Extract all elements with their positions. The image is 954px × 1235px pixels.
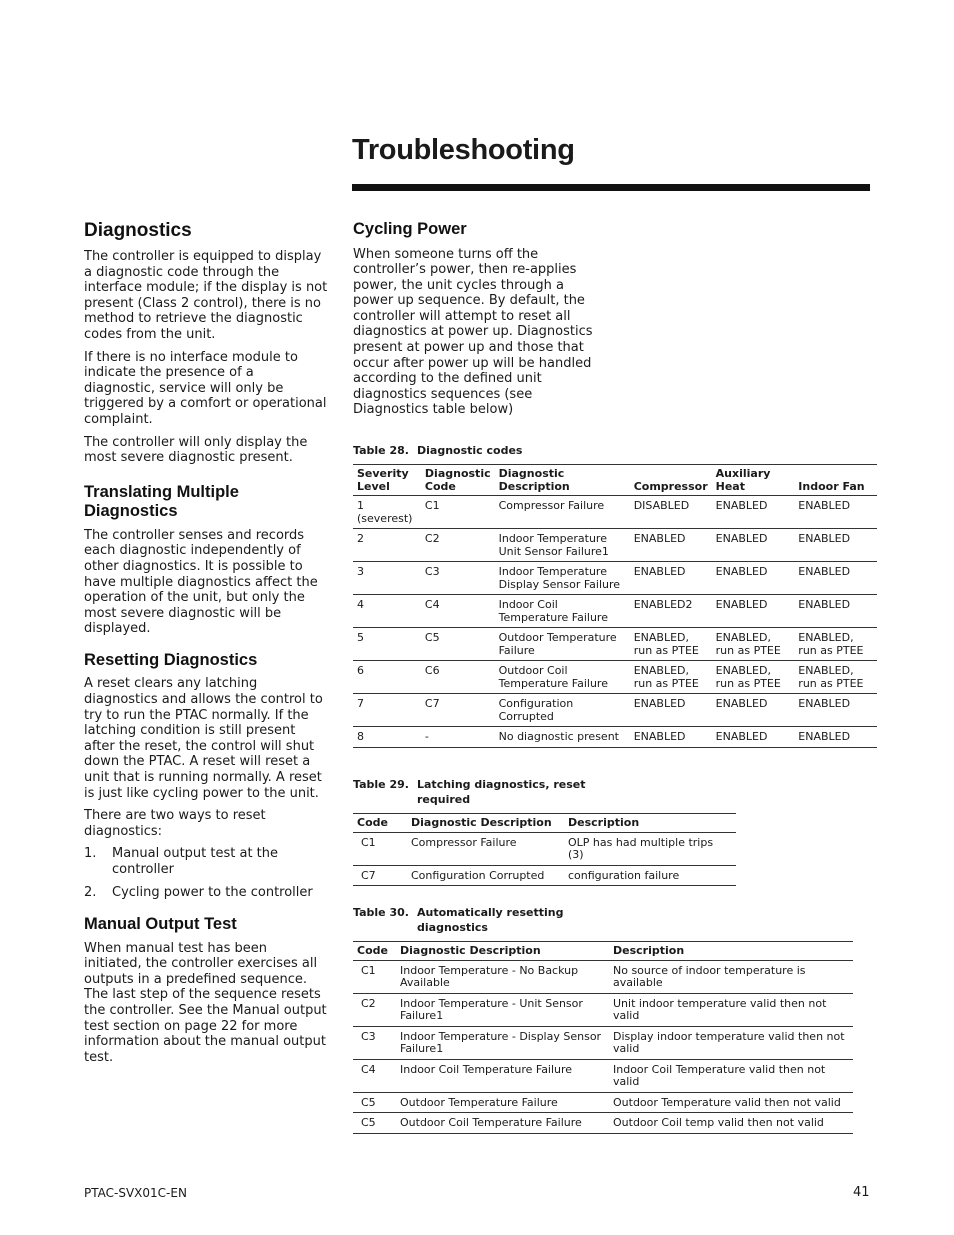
column-header: Diagnostic Description [411, 816, 552, 829]
table-cell: ENABLED [633, 565, 686, 578]
cycling-power-heading: Cycling Power [353, 220, 467, 238]
table-header-row [353, 465, 877, 496]
reset-step [84, 885, 328, 901]
table-cell: No source of indoor temperature is available [613, 963, 806, 989]
column-header: Severity Level [357, 467, 409, 493]
table-cell: Indoor Coil Temperature Failure [498, 598, 608, 624]
table-cell: Indoor Temperature - Display Sensor Failure1 [400, 1029, 602, 1055]
table-cell: ENABLED [633, 532, 686, 545]
table-row [353, 628, 877, 661]
table-cell: configuration failure [568, 868, 680, 882]
page-title: Troubleshooting [352, 134, 575, 166]
table-row [353, 865, 736, 886]
table-cell: C2 [361, 996, 376, 1010]
column-header: Description [568, 816, 640, 829]
table-30-caption [353, 905, 563, 935]
translating-heading: Translating Multiple Diagnostics [84, 482, 239, 521]
table-cell: ENABLED, run as PTEE [798, 664, 864, 690]
diagnostics-paragraph-3: The controller will only display the most severe diagnostic present. [84, 434, 308, 466]
column-header: Indoor Fan [798, 479, 865, 493]
table-cell: C1 [361, 963, 376, 977]
table-cell: Display indoor temperature valid then not valid [613, 1029, 845, 1055]
left-column [84, 220, 328, 1065]
diagnostic-codes-table [353, 464, 877, 748]
column-header: Diagnostic Code [424, 467, 491, 493]
table-cell: 4 [357, 598, 364, 611]
table-cell: C5 [361, 1095, 376, 1109]
table-cell: C7 [424, 697, 440, 710]
resetting-paragraph-2: There are two ways to reset diagnostics: [84, 808, 266, 839]
table-header-row [353, 942, 853, 961]
table-cell: ENABLED [633, 697, 686, 710]
table-title-cont: required [417, 793, 471, 806]
table-cell: Outdoor Coil Temperature Failure [400, 1116, 582, 1129]
table-cell: 3 [357, 565, 364, 578]
table-cell: Indoor Temperature - No Backup Available [400, 963, 579, 989]
table-cell: - [424, 730, 429, 743]
table-cell: OLP has had multiple trips (3) [568, 835, 714, 861]
table-cell: ENABLED [715, 499, 768, 512]
table-cell: 8 [357, 730, 364, 743]
table-cell: DISABLED [633, 499, 690, 512]
resetting-paragraph-1: A reset clears any latching diagnostics and allows the control to try to run the PTAC normally. If the latching condition is still present after the reset, the control will shut down the PTAC. A reset will reset a unit that is running normally. A reset is just like cycling power to the unit. [84, 676, 323, 801]
table-body [353, 832, 736, 886]
column-header: Diagnostic Description [498, 467, 570, 493]
table-row [353, 960, 853, 993]
table-cell: Indoor Coil Temperature Failure [400, 1062, 573, 1076]
auto-resetting-diagnostics-table [353, 941, 853, 1134]
table-row [353, 993, 853, 1026]
table-cell: ENABLED [798, 697, 851, 710]
reset-steps-list [84, 846, 328, 900]
table-header-row [353, 814, 736, 833]
reset-step [84, 846, 328, 877]
footer-page-number: 41 [853, 1185, 870, 1200]
step-number: 1. [84, 846, 97, 862]
table-cell: Configuration Corrupted [498, 697, 574, 723]
table-cell: ENABLED, run as PTEE [715, 664, 781, 690]
table-cell: ENABLED [715, 565, 768, 578]
table-cell: Outdoor Temperature Failure [498, 631, 617, 657]
column-header: Diagnostic Description [400, 944, 541, 957]
table-row [353, 727, 877, 748]
table-row [353, 529, 877, 562]
table-cell: 7 [357, 697, 364, 710]
table-cell: Unit indoor temperature valid then not valid [613, 996, 827, 1022]
column-header: Code [357, 816, 388, 829]
column-header: Auxiliary Heat [715, 467, 771, 493]
table-title: Diagnostic codes [417, 444, 523, 457]
table-cell: 5 [357, 631, 364, 644]
table-number: Table 28. [353, 444, 409, 457]
table-title-cont: diagnostics [417, 921, 488, 934]
table-cell: 6 [357, 664, 364, 677]
translating-paragraph: The controller senses and records each diagnostic independently of other diagnostics. It is possible to have multiple diagnostics affect the operation of the unit, but only the most severe diagnostic will be displayed. [84, 527, 318, 637]
table-number: Table 29. [353, 778, 409, 791]
column-header: Description [613, 944, 685, 957]
diagnostics-heading: Diagnostics [84, 220, 192, 241]
table-cell: No diagnostic present [498, 730, 619, 743]
table-cell: ENABLED [798, 499, 851, 512]
right-column [353, 220, 601, 418]
table-row [353, 595, 877, 628]
title-rule [352, 184, 870, 191]
table-row [353, 661, 877, 694]
table-cell: ENABLED [798, 565, 851, 578]
table-cell: ENABLED2 [633, 598, 693, 611]
table-cell: Compressor Failure [411, 835, 517, 849]
table-row [353, 562, 877, 595]
table-number: Table 30. [353, 906, 409, 919]
column-header: Code [357, 944, 388, 957]
diagnostics-paragraph-1: The controller is equipped to display a diagnostic code through the interface module; if the display is not present (Class 2 control), there is no method to retrieve the diagnostic codes from the unit. [84, 249, 328, 342]
step-number: 2. [84, 884, 97, 900]
table-row [353, 1059, 853, 1092]
table-cell: Indoor Temperature - Unit Sensor Failure1 [400, 996, 583, 1022]
latching-diagnostics-table [353, 813, 736, 886]
table-cell: C5 [424, 631, 440, 644]
table-cell: C1 [361, 835, 376, 849]
table-row [353, 496, 877, 529]
table-28-caption [353, 443, 522, 458]
table-cell: C3 [361, 1029, 376, 1043]
table-cell: Indoor Coil Temperature valid then not valid [613, 1062, 826, 1088]
table-cell: ENABLED [715, 598, 768, 611]
column-header: Compressor [633, 479, 708, 493]
table-cell: Indoor Temperature Unit Sensor Failure1 [498, 532, 609, 558]
table-cell: ENABLED [633, 730, 686, 743]
table-cell: ENABLED, run as PTEE [715, 631, 781, 657]
table-cell: C3 [424, 565, 440, 578]
step-text: Manual output test at the controller [112, 846, 279, 877]
table-cell: C1 [424, 499, 440, 512]
table-row [353, 694, 877, 727]
table-row [353, 1026, 853, 1059]
table-cell: Configuration Corrupted [411, 868, 545, 882]
table-cell: ENABLED [798, 598, 851, 611]
table-cell: ENABLED [798, 730, 851, 743]
table-row [353, 832, 736, 865]
cycling-power-paragraph: When someone turns off the controller’s power, then re-applies power, the unit cycles through a power up sequence. By default, the controller will attempt to reset all diagnostics at power up. Diagnostics present at power up and those that occur after power up will be handled according to the defined unit diagnostics sequences (see Diagnostics table below) [353, 246, 593, 418]
table-cell: C5 [361, 1116, 376, 1129]
table-row [353, 1092, 853, 1113]
manual-output-heading: Manual Output Test [84, 915, 237, 934]
table-29-caption [353, 777, 585, 807]
table-cell: Compressor Failure [498, 499, 605, 512]
table-title: Latching diagnostics, reset [417, 778, 586, 791]
diagnostics-paragraph-2: If there is no interface module to indicate the presence of a diagnostic, service will only be triggered by a comfort or operational complaint. [84, 349, 327, 427]
table-cell: Outdoor Temperature Failure [400, 1095, 558, 1109]
table-body [353, 960, 853, 1133]
table-cell: ENABLED, run as PTEE [633, 631, 699, 657]
table-cell: ENABLED, run as PTEE [633, 664, 699, 690]
table-cell: 2 [357, 532, 364, 545]
resetting-heading: Resetting Diagnostics [84, 650, 258, 669]
table-cell: C4 [361, 1062, 376, 1076]
table-cell: Outdoor Temperature valid then not valid [613, 1095, 841, 1109]
table-cell: ENABLED [798, 532, 851, 545]
table-cell: Indoor Temperature Display Sensor Failure [498, 565, 621, 591]
table-cell: C7 [361, 868, 376, 882]
table-cell: 1 (severest) [357, 499, 413, 525]
table-row [353, 1113, 853, 1134]
table-cell: C2 [424, 532, 440, 545]
table-body [353, 496, 877, 748]
table-cell: Outdoor Coil temp valid then not valid [613, 1116, 824, 1129]
table-cell: Outdoor Coil Temperature Failure [498, 664, 608, 690]
manual-output-paragraph: When manual test has been initiated, the controller exercises all outputs in a predefined sequence. The last step of the sequence resets the controller. See the Manual output test section on page 22 for more information about the manual output test. [84, 940, 327, 1065]
table-cell: C4 [424, 598, 440, 611]
table-cell: ENABLED, run as PTEE [798, 631, 864, 657]
table-cell: ENABLED [715, 697, 768, 710]
table-cell: ENABLED [715, 730, 768, 743]
table-title: Automatically resetting [417, 906, 564, 919]
footer-document-id: PTAC-SVX01C-EN [84, 1186, 187, 1200]
table-cell: C6 [424, 664, 440, 677]
table-cell: ENABLED [715, 532, 768, 545]
step-text: Cycling power to the controller [112, 884, 313, 900]
